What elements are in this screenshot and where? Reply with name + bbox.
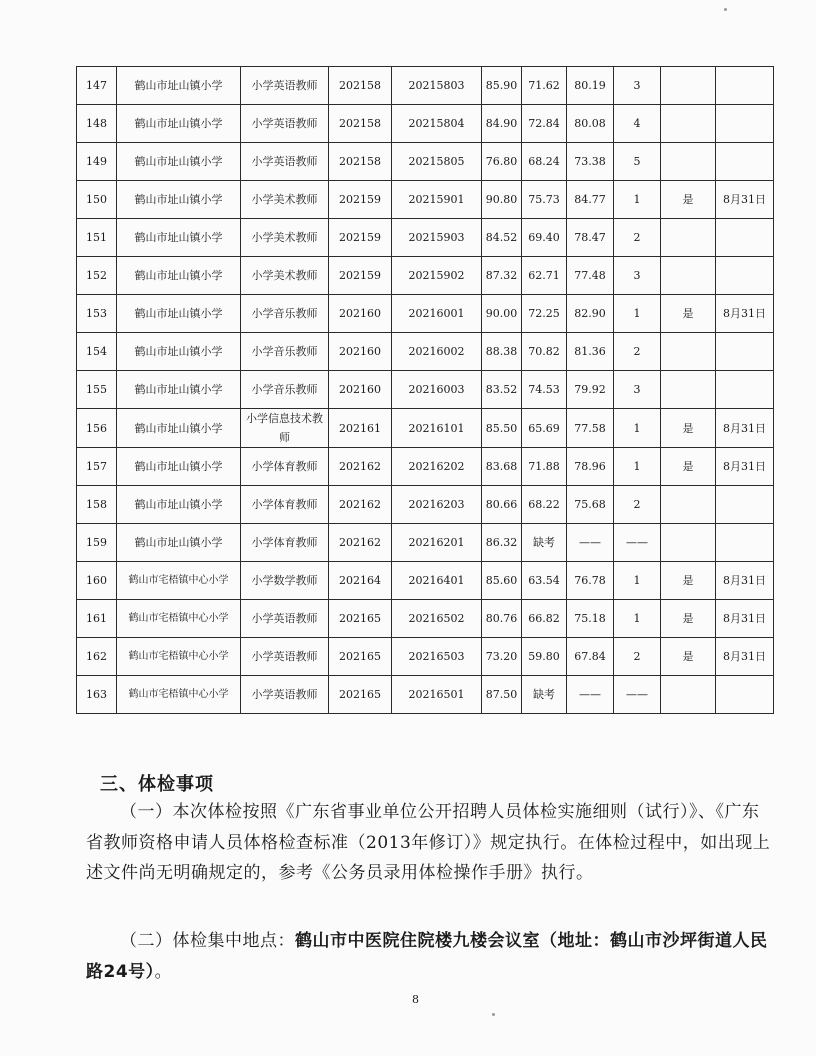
cell-exam-id: 20216503 — [392, 638, 482, 676]
cell-exam-id: 20215901 — [392, 181, 482, 219]
cell-serial-number: 159 — [77, 524, 117, 562]
cell-serial-number: 162 — [77, 638, 117, 676]
cell-serial-number: 148 — [77, 105, 117, 143]
cell-school: 鹤山市址山镇小学 — [117, 219, 241, 257]
table-row — [77, 409, 774, 448]
table-body — [77, 67, 774, 714]
cell-physical-exam — [661, 67, 716, 105]
table-row — [77, 219, 774, 257]
table-row — [77, 257, 774, 295]
cell-position-code: 202165 — [329, 600, 392, 638]
table-row — [77, 105, 774, 143]
cell-written-score: 84.90 — [482, 105, 522, 143]
cell-rank: 5 — [614, 143, 661, 181]
cell-rank: 1 — [614, 600, 661, 638]
cell-total-score: 78.96 — [567, 448, 614, 486]
location-tail: 。 — [154, 961, 173, 982]
cell-written-score: 85.50 — [482, 409, 522, 448]
cell-physical-exam: 是 — [661, 409, 716, 448]
paragraph-exam-location — [86, 926, 776, 987]
table-row — [77, 67, 774, 105]
cell-exam-id: 20216002 — [392, 333, 482, 371]
table-row — [77, 371, 774, 409]
cell-physical-exam — [661, 143, 716, 181]
cell-exam-date — [716, 257, 774, 295]
cell-position: 小学音乐教师 — [241, 371, 329, 409]
cell-written-score: 73.20 — [482, 638, 522, 676]
cell-serial-number: 154 — [77, 333, 117, 371]
cell-total-score: 84.77 — [567, 181, 614, 219]
cell-position-code: 202159 — [329, 181, 392, 219]
cell-total-score: 79.92 — [567, 371, 614, 409]
cell-serial-number: 153 — [77, 295, 117, 333]
cell-school: 鹤山市址山镇小学 — [117, 486, 241, 524]
cell-exam-date — [716, 143, 774, 181]
cell-written-score: 86.32 — [482, 524, 522, 562]
cell-interview-score: 缺考 — [522, 524, 567, 562]
cell-physical-exam — [661, 257, 716, 295]
cell-position-code: 202165 — [329, 638, 392, 676]
cell-position: 小学英语教师 — [241, 676, 329, 714]
cell-rank: —— — [614, 524, 661, 562]
cell-exam-date: 8月31日 — [716, 448, 774, 486]
cell-position: 小学音乐教师 — [241, 295, 329, 333]
cell-exam-id: 20216502 — [392, 600, 482, 638]
cell-exam-date: 8月31日 — [716, 181, 774, 219]
cell-total-score: 81.36 — [567, 333, 614, 371]
cell-interview-score: 74.53 — [522, 371, 567, 409]
cell-school: 鹤山市址山镇小学 — [117, 524, 241, 562]
section-heading: 三、体检事项 — [100, 774, 214, 795]
cell-interview-score: 70.82 — [522, 333, 567, 371]
cell-rank: 2 — [614, 333, 661, 371]
cell-exam-id: 20216101 — [392, 409, 482, 448]
cell-physical-exam — [661, 676, 716, 714]
cell-total-score: 82.90 — [567, 295, 614, 333]
cell-interview-score: 72.84 — [522, 105, 567, 143]
cell-exam-date: 8月31日 — [716, 638, 774, 676]
cell-serial-number: 151 — [77, 219, 117, 257]
cell-total-score: 78.47 — [567, 219, 614, 257]
cell-school: 鹤山市址山镇小学 — [117, 409, 241, 448]
location-address: 鹤山市中医院住院楼九楼会议室（地址：鹤山市沙坪街道人民路24号） — [86, 931, 768, 982]
cell-exam-id: 20216501 — [392, 676, 482, 714]
cell-interview-score: 71.62 — [522, 67, 567, 105]
cell-written-score: 85.60 — [482, 562, 522, 600]
cell-interview-score: 68.22 — [522, 486, 567, 524]
cell-position: 小学英语教师 — [241, 67, 329, 105]
cell-position: 小学英语教师 — [241, 600, 329, 638]
cell-total-score: 67.84 — [567, 638, 614, 676]
cell-position: 小学信息技术教师 — [241, 409, 329, 448]
cell-serial-number: 156 — [77, 409, 117, 448]
cell-serial-number: 161 — [77, 600, 117, 638]
cell-total-score: 75.18 — [567, 600, 614, 638]
cell-physical-exam: 是 — [661, 600, 716, 638]
cell-rank: 2 — [614, 638, 661, 676]
cell-written-score: 87.50 — [482, 676, 522, 714]
page-number: 8 — [412, 993, 419, 1006]
cell-exam-id: 20216202 — [392, 448, 482, 486]
cell-interview-score: 缺考 — [522, 676, 567, 714]
cell-position-code: 202158 — [329, 67, 392, 105]
cell-exam-id: 20215803 — [392, 67, 482, 105]
cell-position-code: 202161 — [329, 409, 392, 448]
cell-position: 小学美术教师 — [241, 257, 329, 295]
cell-rank: —— — [614, 676, 661, 714]
table-row — [77, 562, 774, 600]
cell-position-code: 202160 — [329, 371, 392, 409]
cell-written-score: 80.66 — [482, 486, 522, 524]
cell-exam-date — [716, 105, 774, 143]
cell-written-score: 85.90 — [482, 67, 522, 105]
cell-position-code: 202158 — [329, 105, 392, 143]
cell-exam-date: 8月31日 — [716, 295, 774, 333]
cell-serial-number: 147 — [77, 67, 117, 105]
cell-position: 小学美术教师 — [241, 181, 329, 219]
cell-position: 小学数学教师 — [241, 562, 329, 600]
cell-position: 小学英语教师 — [241, 638, 329, 676]
cell-physical-exam — [661, 371, 716, 409]
cell-exam-date: 8月31日 — [716, 600, 774, 638]
cell-physical-exam — [661, 486, 716, 524]
cell-position-code: 202162 — [329, 448, 392, 486]
cell-rank: 1 — [614, 562, 661, 600]
scan-speck — [724, 8, 727, 11]
cell-exam-id: 20215804 — [392, 105, 482, 143]
cell-rank: 1 — [614, 448, 661, 486]
cell-exam-id: 20215903 — [392, 219, 482, 257]
table-row — [77, 486, 774, 524]
cell-serial-number: 150 — [77, 181, 117, 219]
cell-position: 小学音乐教师 — [241, 333, 329, 371]
cell-total-score: 80.19 — [567, 67, 614, 105]
cell-position: 小学体育教师 — [241, 524, 329, 562]
cell-physical-exam: 是 — [661, 448, 716, 486]
cell-exam-id: 20216201 — [392, 524, 482, 562]
cell-position-code: 202162 — [329, 524, 392, 562]
cell-school: 鹤山市址山镇小学 — [117, 257, 241, 295]
table-row — [77, 676, 774, 714]
cell-school: 鹤山市址山镇小学 — [117, 143, 241, 181]
cell-position: 小学体育教师 — [241, 448, 329, 486]
cell-rank: 2 — [614, 219, 661, 257]
table-row — [77, 600, 774, 638]
results-table — [76, 66, 774, 714]
cell-interview-score: 69.40 — [522, 219, 567, 257]
cell-interview-score: 75.73 — [522, 181, 567, 219]
cell-school: 鹤山市址山镇小学 — [117, 67, 241, 105]
cell-serial-number: 155 — [77, 371, 117, 409]
cell-total-score: 75.68 — [567, 486, 614, 524]
cell-position-code: 202160 — [329, 333, 392, 371]
cell-written-score: 87.32 — [482, 257, 522, 295]
cell-exam-date — [716, 524, 774, 562]
cell-position: 小学美术教师 — [241, 219, 329, 257]
cell-school: 鹤山市宅梧镇中心小学 — [117, 638, 241, 676]
location-lead: （二）体检集中地点： — [120, 931, 295, 951]
cell-physical-exam — [661, 524, 716, 562]
cell-exam-id: 20216001 — [392, 295, 482, 333]
table-row — [77, 448, 774, 486]
cell-physical-exam: 是 — [661, 638, 716, 676]
cell-school: 鹤山市址山镇小学 — [117, 105, 241, 143]
cell-interview-score: 68.24 — [522, 143, 567, 181]
cell-school: 鹤山市址山镇小学 — [117, 295, 241, 333]
cell-exam-date: 8月31日 — [716, 409, 774, 448]
cell-school: 鹤山市宅梧镇中心小学 — [117, 562, 241, 600]
cell-physical-exam: 是 — [661, 295, 716, 333]
cell-interview-score: 59.80 — [522, 638, 567, 676]
cell-position: 小学体育教师 — [241, 486, 329, 524]
cell-physical-exam — [661, 219, 716, 257]
table-row — [77, 524, 774, 562]
table-row — [77, 295, 774, 333]
table-row — [77, 333, 774, 371]
cell-school: 鹤山市址山镇小学 — [117, 448, 241, 486]
cell-position-code: 202160 — [329, 295, 392, 333]
cell-total-score: —— — [567, 676, 614, 714]
cell-rank: 1 — [614, 181, 661, 219]
cell-school: 鹤山市址山镇小学 — [117, 371, 241, 409]
cell-position-code: 202159 — [329, 219, 392, 257]
cell-rank: 3 — [614, 257, 661, 295]
cell-serial-number: 152 — [77, 257, 117, 295]
cell-exam-date — [716, 371, 774, 409]
cell-total-score: 77.58 — [567, 409, 614, 448]
cell-serial-number: 149 — [77, 143, 117, 181]
cell-total-score: 80.08 — [567, 105, 614, 143]
cell-rank: 1 — [614, 409, 661, 448]
cell-total-score: —— — [567, 524, 614, 562]
cell-position-code: 202164 — [329, 562, 392, 600]
cell-position-code: 202158 — [329, 143, 392, 181]
cell-interview-score: 63.54 — [522, 562, 567, 600]
paragraph-physical-exam-standard: （一）本次体检按照《广东省事业单位公开招聘人员体检实施细则（试行）》、《广东省教师资格申请人员体格检查标准（2013年修订）》规定执行。在体检过程中，如出现上述文件尚无明确规定的，参考《公务员录用体检操作手册》执行。 — [86, 802, 771, 883]
cell-school: 鹤山市址山镇小学 — [117, 333, 241, 371]
cell-serial-number: 157 — [77, 448, 117, 486]
cell-exam-date — [716, 333, 774, 371]
cell-exam-date — [716, 486, 774, 524]
cell-total-score: 73.38 — [567, 143, 614, 181]
cell-school: 鹤山市宅梧镇中心小学 — [117, 600, 241, 638]
cell-rank: 4 — [614, 105, 661, 143]
cell-written-score: 80.76 — [482, 600, 522, 638]
cell-position-code: 202159 — [329, 257, 392, 295]
cell-total-score: 76.78 — [567, 562, 614, 600]
cell-interview-score: 62.71 — [522, 257, 567, 295]
cell-school: 鹤山市宅梧镇中心小学 — [117, 676, 241, 714]
cell-written-score: 76.80 — [482, 143, 522, 181]
cell-interview-score: 66.82 — [522, 600, 567, 638]
cell-exam-date: 8月31日 — [716, 562, 774, 600]
cell-position-code: 202165 — [329, 676, 392, 714]
cell-exam-id: 20216003 — [392, 371, 482, 409]
cell-exam-id: 20216203 — [392, 486, 482, 524]
cell-school: 鹤山市址山镇小学 — [117, 181, 241, 219]
cell-serial-number: 160 — [77, 562, 117, 600]
cell-physical-exam: 是 — [661, 562, 716, 600]
table-row — [77, 638, 774, 676]
cell-interview-score: 65.69 — [522, 409, 567, 448]
cell-serial-number: 158 — [77, 486, 117, 524]
cell-exam-id: 20216401 — [392, 562, 482, 600]
scan-speck — [492, 1013, 495, 1016]
cell-serial-number: 163 — [77, 676, 117, 714]
cell-total-score: 77.48 — [567, 257, 614, 295]
cell-position-code: 202162 — [329, 486, 392, 524]
cell-written-score: 90.80 — [482, 181, 522, 219]
table-row — [77, 181, 774, 219]
cell-written-score: 90.00 — [482, 295, 522, 333]
cell-physical-exam: 是 — [661, 181, 716, 219]
table-row — [77, 143, 774, 181]
cell-physical-exam — [661, 105, 716, 143]
cell-exam-date — [716, 219, 774, 257]
cell-exam-id: 20215805 — [392, 143, 482, 181]
cell-written-score: 84.52 — [482, 219, 522, 257]
cell-rank: 1 — [614, 295, 661, 333]
cell-exam-date — [716, 676, 774, 714]
cell-interview-score: 71.88 — [522, 448, 567, 486]
cell-rank: 3 — [614, 371, 661, 409]
cell-written-score: 88.38 — [482, 333, 522, 371]
cell-written-score: 83.68 — [482, 448, 522, 486]
cell-written-score: 83.52 — [482, 371, 522, 409]
cell-interview-score: 72.25 — [522, 295, 567, 333]
cell-position: 小学英语教师 — [241, 143, 329, 181]
cell-exam-id: 20215902 — [392, 257, 482, 295]
cell-physical-exam — [661, 333, 716, 371]
cell-exam-date — [716, 67, 774, 105]
cell-position: 小学英语教师 — [241, 105, 329, 143]
cell-rank: 2 — [614, 486, 661, 524]
cell-rank: 3 — [614, 67, 661, 105]
